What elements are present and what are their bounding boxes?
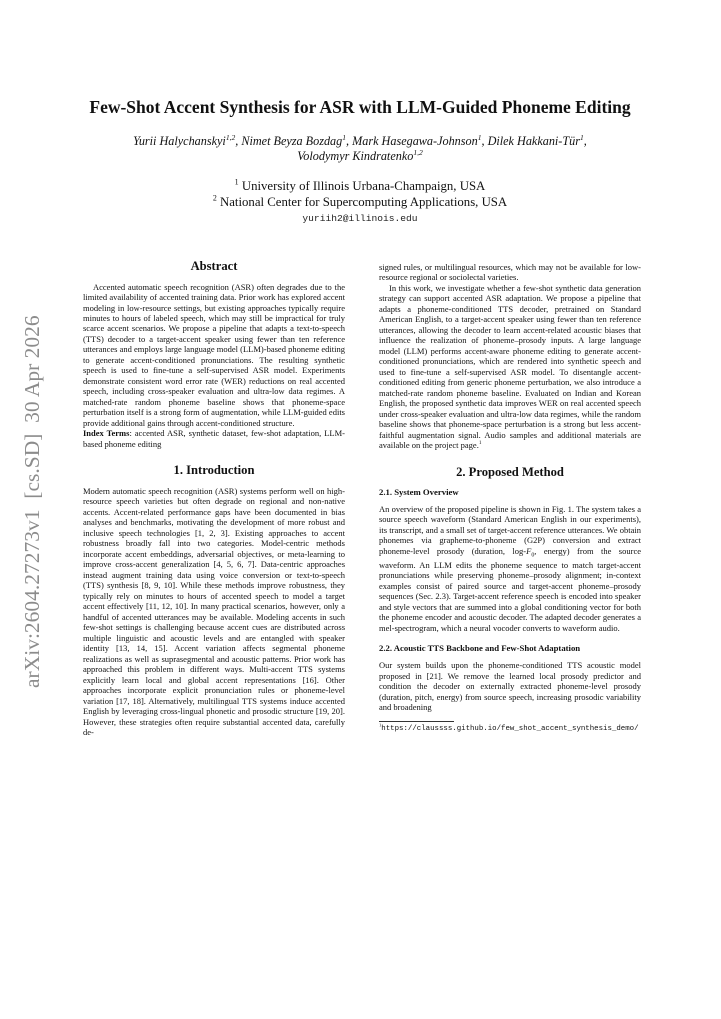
footnote (379, 722, 641, 735)
author-affil-marker: 1,2 (413, 147, 423, 157)
f0-symbol: F (526, 545, 532, 556)
affiliation-marker: 1 (234, 177, 239, 187)
author-line-2 (75, 149, 645, 164)
author-affil-marker: 1 (579, 132, 584, 142)
footnote-marker: 1 (478, 440, 482, 447)
footnote-number: 1 (379, 722, 382, 728)
proposed-method-heading: 2. Proposed Method (456, 464, 564, 479)
author-affil-marker: 1 (342, 132, 347, 142)
introduction-heading: 1. Introduction (173, 463, 255, 478)
arxiv-identifier-stamp (6, 270, 50, 690)
left-column (83, 259, 345, 737)
affiliations (75, 179, 645, 211)
tts-backbone-heading: 2.2. Acoustic TTS Backbone and Few-Shot Adaptation (379, 643, 581, 654)
tts-backbone-text: Our system builds upon the phoneme-conditioned TTS acoustic model proposed in [21]. We remove the learned local prosody predictor and condition the decoder on externally extracted phoneme-level prosody (duration, pitch, energy) from source speech, increasing prosodic variability and broadening (379, 660, 641, 713)
author-affil-marker: 1,2 (225, 132, 236, 142)
footnote-link[interactable]: https://claussss.github.io/few_shot_accent_synthesis_demo/ (381, 724, 639, 733)
right-column (379, 262, 641, 734)
affiliation-marker: 2 (212, 193, 217, 203)
contact-email: yuriih2@illinois.edu (302, 213, 418, 224)
introduction-text: Modern automatic speech recognition (ASR) systems perform well on high-resource speech varieties but often degrade on regional and non-native accents. Accent-related performance gaps have been documented in bias analyses and benchmarks, motivating the development of more robust and inclusive speech technologies [1, 2, 3]. Existing approaches to accent robustness broadly fall into two categories. Model-centric methods incorporate accent embeddings, adversarial objectives, or meta-learning to improve cross-accent generalization [4, 5, 6, 7]. Data-centric approaches instead augment training data using voice conversion or text-to-speech (TTS) synthesis [8, 9, 10]. While these methods improve robustness, they typically rely on minutes to hours of accented speech to model a target accent effectively [11, 12, 10]. In many practical scenarios, however, only a handful of accented utterances may be available. Modeling accents in such few-shot settings is challenging because accent cues are distributed across multiple linguistic and acoustic levels and are entangled with speaker identity [13, 14, 15]. Accent variation affects segmental phoneme realizations as well as suprasegmental and acoustic patterns. Prior work has approached this problem in different ways. Multi-accent TTS systems explicitly learn local and global accent representations [16]. Other approaches incorporate explicit pronunciation rules or phoneme-level variation [17, 18]. Alternatively, multilingual TTS systems induce accented English by leveraging cross-lingual phonetic and prosodic structure [19, 20]. However, these strategies often require substantial accented data, carefully de- (83, 485, 345, 737)
system-overview-text: An overview of the proposed pipeline is shown in Fig. 1. The system takes a source speech waveform (Standard American English in our experiments), its transcript, and a small set of target-accent reference utterances. We obtain phonemes via grapheme-to-phoneme (G2P) conversion and extract phoneme-level prosody (duration, $\log-F_0$, energy) from the source waveform. An LLM edits the phoneme sequence to match target-accent pronunciations while preserving phoneme–prosody alignment; in-context examples consist of paired source and target-accent phoneme–prosody sequences (Sec. 2.3). Target-accent reference speech is encoded into speaker and style vectors that are summed into a global conditioning vector for both the phoneme encoder and acoustic decoder. The adapted decoder generates a mel-spectrogram, which a neural vocoder converts to waveform audio. (379, 504, 641, 633)
author-affil-marker: 1 (477, 132, 482, 142)
author-name: , Dilek Hakkani-Tür (481, 134, 580, 148)
abstract-heading: Abstract (190, 259, 238, 273)
affiliation-2: $^2$ National Center for Supercomputing Applications, USA (212, 193, 508, 209)
arxiv-stamp-text: arXiv:2604.27273v1 [cs.SD] 30 Apr 2026 (20, 315, 44, 688)
index-terms (83, 428, 345, 449)
author-list (75, 134, 645, 164)
author-name: Volodymyr Kindratenko (297, 148, 414, 163)
author-name: , Mark Hasegawa-Johnson (346, 134, 478, 148)
introduction-paragraph-2: In this work, we investigate whether a few-shot synthetic data generation strategy can support accented ASR adaptation. We propose a pipeline that adapts a phoneme-conditioned TTS decoder, pretrained on Standard American English, to a target-accent speaker using fewer than ten reference utterances, allowing the decoder to learn accent-related acoustic biases that influence the realization of phoneme–prosody inputs. A large language model (LLM) performs accent-aware phoneme editing to generate accent-conditioned pronunciations, which are rendered into synthetic speech and used to fine-tune a self-supervised ASR model. To disentangle accent-conditioned editing from generic phoneme perturbation, we also introduce a matched-rate random phoneme baseline. Evaluated on Indian and Korean English, the proposed synthetic data improves WER on real accented speech under cross-speaker evaluation and ultra-low data regimes, while the random baseline shows that phoneme-space perturbation is a strong but less accent-faithful augmentation signal. Audio samples and additional materials are available on the project page.$^1$ (379, 282, 641, 451)
system-overview-heading: 2.1. System Overview (379, 487, 459, 498)
f0-subscript: 0 (531, 552, 535, 559)
introduction-continuation: signed rules, or multilingual resources, which may not be available for low-resource regional or sociolectal varieties. (379, 262, 641, 283)
index-terms-label: Index Terms (83, 428, 130, 439)
author-line-1 (75, 134, 645, 149)
index-terms-text: : accented ASR, synthetic dataset, few-shot adaptation, LLM-based phoneme editing (83, 428, 345, 449)
paper-title: Few-Shot Accent Synthesis for ASR with LLM-Guided Phoneme Editing (89, 97, 631, 117)
author-name: , Nimet Beyza Bozdag (235, 134, 343, 148)
footnote-divider (379, 721, 454, 722)
affiliation-1: $^1$ University of Illinois Urbana-Champaign, USA (234, 177, 486, 193)
author-name: Yurii Halychanskyi (133, 134, 226, 148)
author-separator: , (583, 134, 587, 148)
abstract-text: Accented automatic speech recognition (ASR) often degrades due to the limited availability of accented training data. Prior work has explored accent modeling in low-resource settings, but existing approaches typically require minutes to hours of labeled speech, which may still be impractical for truly scarce accent scenarios. We propose a pipeline that adapts a text-to-speech (TTS) decoder to a target-accent speaker using fewer than ten reference utterances and employs large language model (LLM)-based phoneme editing to generate accent-conditioned pronunciations. The resulting synthetic speech is used to fine-tune a self-supervised ASR model. Experiments demonstrate consistent word error rate (WER) reductions on real accented speech, including cross-speaker evaluation and ultra-low data regimes. A matched-rate random phoneme baseline shows that phoneme-space perturbation itself is a strong form of augmentation, while LLM-guided edits provide additional gains through accent-conditioned structure. (83, 281, 345, 428)
